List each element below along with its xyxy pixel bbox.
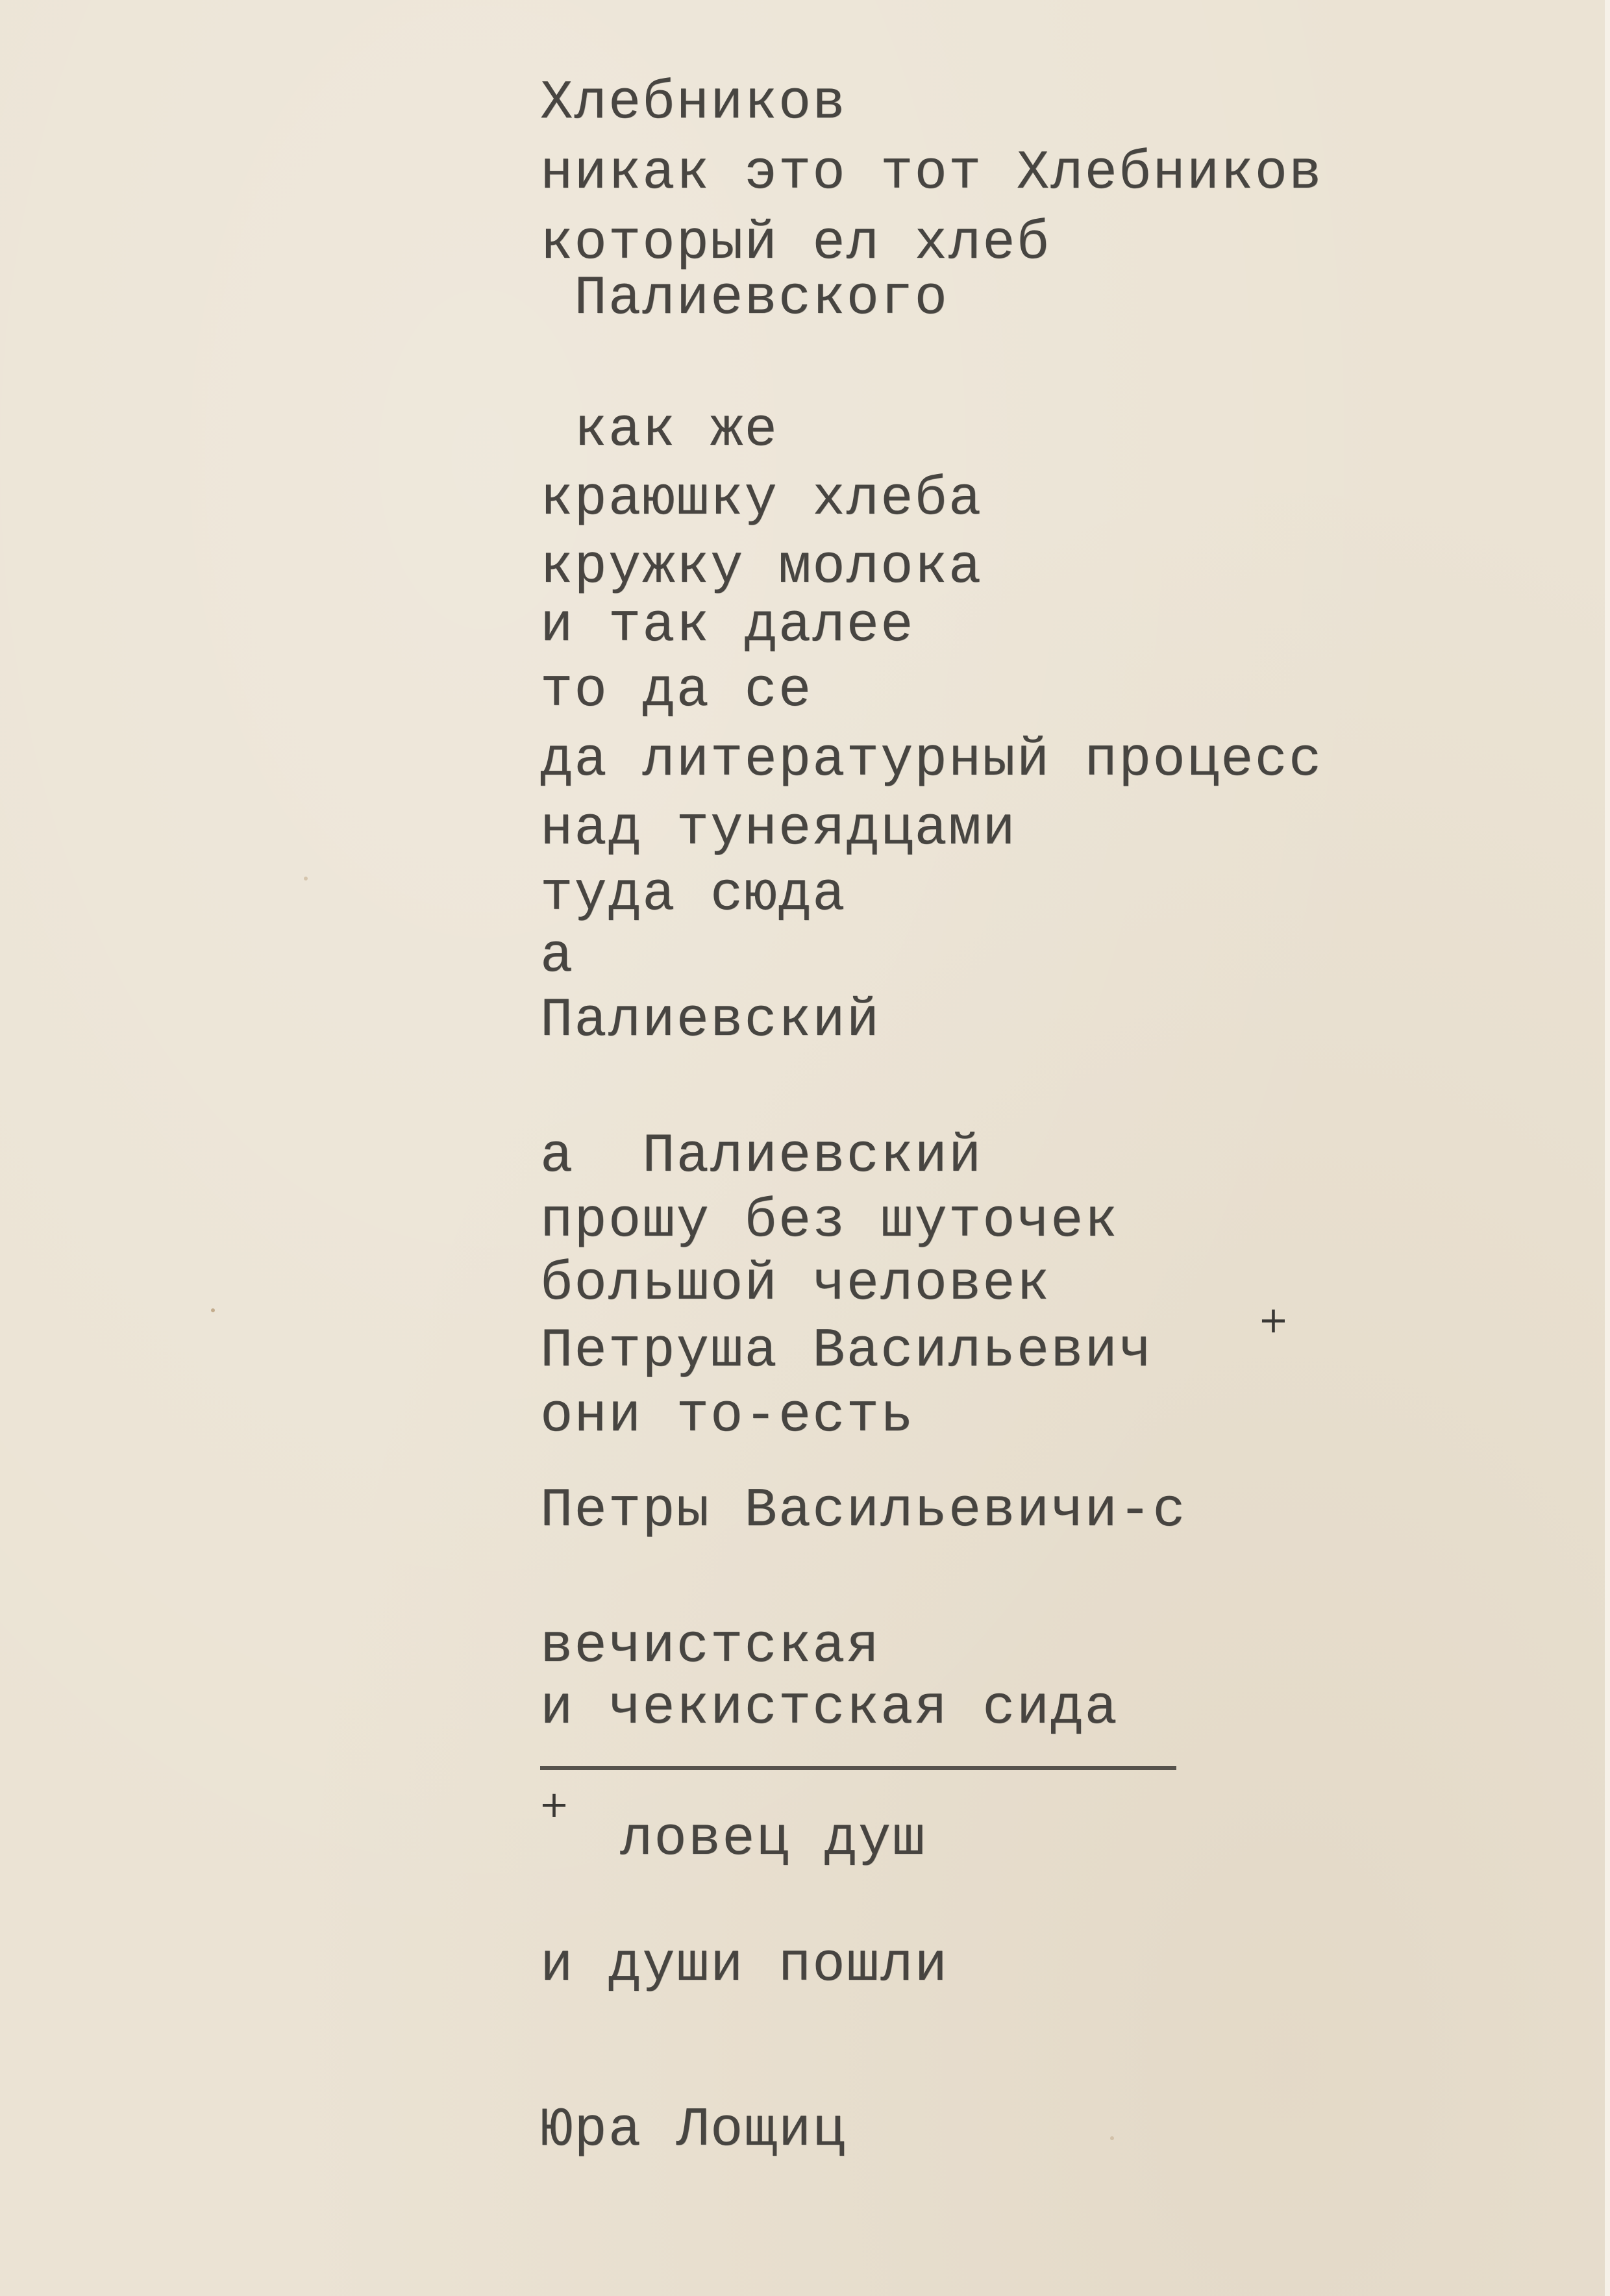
poem-line: то да се	[540, 660, 813, 722]
poem-line: Палиевского	[540, 268, 948, 330]
paper-speck	[211, 1308, 215, 1312]
poem-line: они то-есть	[540, 1386, 915, 1447]
poem-line: кружку молока	[540, 537, 983, 599]
footnote-marker: +	[1258, 1299, 1289, 1341]
poem-line: и чекистская сида	[540, 1678, 1119, 1740]
poem-line: никак это тот Хлебников	[540, 143, 1323, 205]
horizontal-rule	[540, 1766, 1176, 1770]
poem-line: а	[540, 926, 575, 988]
poem-line: краюшку хлеба	[540, 469, 983, 530]
paper-speck	[1110, 2136, 1114, 2140]
paper-speck	[304, 877, 308, 880]
poem-line: как же	[540, 400, 778, 462]
poem-line: да литературный процесс	[540, 730, 1323, 792]
poem-line: прошу без шуточек	[540, 1191, 1119, 1253]
signature: Юра Лощиц	[540, 2100, 847, 2162]
poem-line: Палиевский	[540, 990, 881, 1052]
poem-line: а Палиевский	[540, 1126, 983, 1188]
poem-line: вечистская	[540, 1616, 881, 1678]
poem-line: над тунеядцами	[540, 799, 1017, 860]
poem-line: который ел хлеб	[540, 213, 1051, 275]
poem-line: и так далее	[540, 595, 915, 657]
poem-line: туда сюда	[540, 864, 847, 926]
poem-line: Петруша Васильевич	[540, 1321, 1153, 1382]
footnote-text: ловец душ	[620, 1809, 926, 1871]
paper-edge	[1605, 0, 1610, 2296]
closing-line: и души пошли	[540, 1935, 948, 1997]
footnote-marker: +	[539, 1784, 569, 1826]
poem-line: большой человек	[540, 1254, 1051, 1316]
poem-line: Хлебников	[540, 73, 847, 134]
poem-line: Петры Васильевичи-с	[540, 1480, 1187, 1542]
